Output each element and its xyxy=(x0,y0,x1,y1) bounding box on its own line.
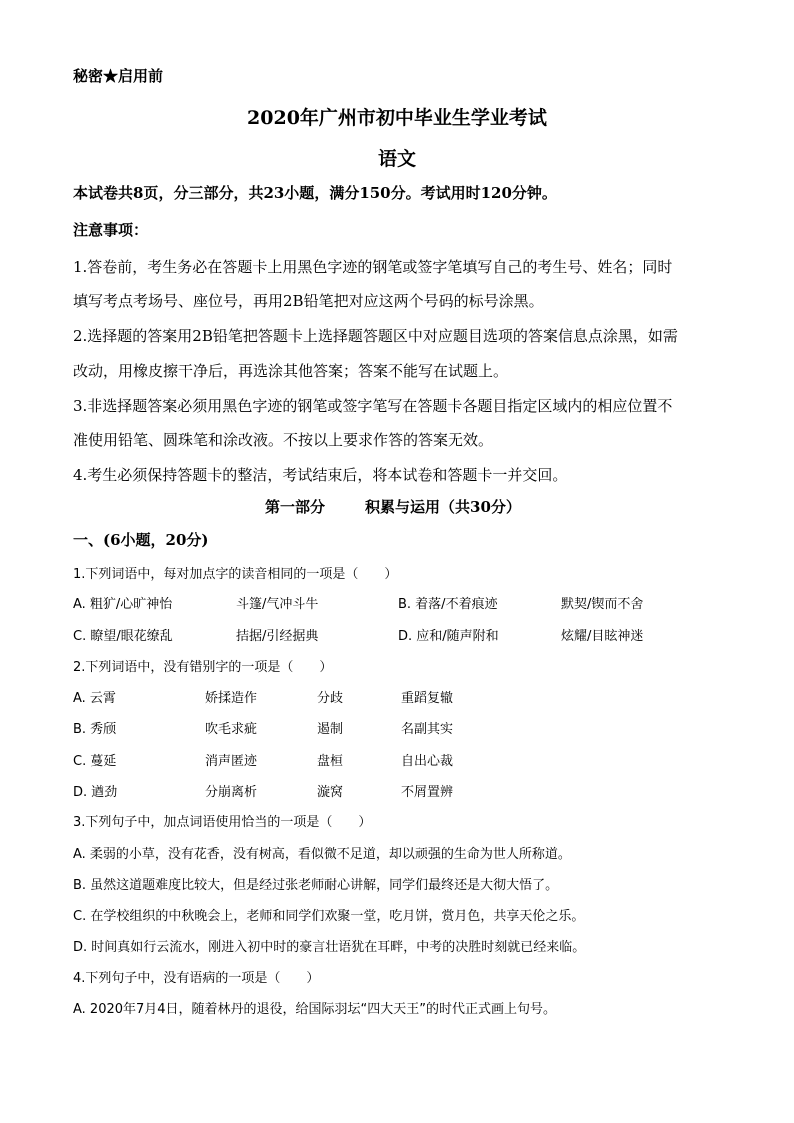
secret-label: 秘密★启用前 xyxy=(73,67,164,85)
notice-title: 注意事项： xyxy=(73,221,149,239)
q2-option-cell: 盘桓 xyxy=(317,754,344,769)
q2-option-cell: 名副其实 xyxy=(401,722,454,737)
question-2-stem: 2.下列词语中，没有错别字的一项是（ ） xyxy=(73,660,333,675)
question-4-stem: 4.下列句子中，没有语病的一项是（ ） xyxy=(73,971,320,986)
exam-title: 2020年广州市初中毕业生学业考试 xyxy=(247,107,547,129)
q2-option-cell: 分歧 xyxy=(317,691,344,706)
q2-option-cell: C. 蔓延 xyxy=(73,754,117,769)
notice-line: 1.答卷前，考生务必在答题卡上用黑色字迹的钢笔或签字笔填写自己的考生号、姓名；同时 xyxy=(73,258,673,276)
q1-option: D. 应和/随声附和 xyxy=(398,629,499,644)
q3-option: D. 时间真如行云流水，刚进入初中时的豪言壮语犹在耳畔，中考的决胜时刻就已经来临。 xyxy=(73,940,586,955)
q3-option: B. 虽然这道题难度比较大，但是经过张老师耐心讲解，同学们最终还是大彻大悟了。 xyxy=(73,878,559,893)
q1-option: 默契/锲而不舍 xyxy=(561,597,644,612)
question-3-stem: 3.下列句子中，加点词语使用恰当的一项是（ ） xyxy=(73,815,372,830)
q2-option-cell: D. 遒劲 xyxy=(73,785,118,800)
notice-line: 填写考点考场号、座位号，再用2B铅笔把对应这两个号码的标号涂黑。 xyxy=(73,292,544,310)
q1-option: 炫耀/目眩神迷 xyxy=(561,629,644,644)
q1-option: 斗篷/气冲斗牛 xyxy=(236,597,319,612)
subject-title: 语文 xyxy=(377,148,416,170)
part1-title-left: 第一部分 xyxy=(265,498,326,516)
q1-option: C. 瞭望/眼花缭乱 xyxy=(73,629,173,644)
q1-option: 拮据/引经据典 xyxy=(236,629,319,644)
question-1-stem: 1.下列词语中，每对加点字的读音相同的一项是（ ） xyxy=(73,567,398,582)
q2-option-cell: 娇揉造作 xyxy=(205,691,258,706)
q1-option: A. 粗犷/心旷神怡 xyxy=(73,597,173,612)
q3-option: C. 在学校组织的中秋晚会上，老师和同学们欢聚一堂，吃月饼，赏月色，共享天伦之乐。 xyxy=(73,909,585,924)
notice-line: 2.选择题的答案用2B铅笔把答题卡上选择题答题区中对应题目选项的答案信息点涂黑，如需 xyxy=(73,327,678,345)
q4-option: A. 2020年7月4日，随着林丹的退役，给国际羽坛“四大天王”的时代正式画上句号。 xyxy=(73,1002,557,1017)
section-heading: 一、(6小题，20分) xyxy=(73,531,209,549)
q2-option-cell: 重蹈复辙 xyxy=(401,691,454,706)
q1-option: B. 着落/不着痕迹 xyxy=(398,597,498,612)
notice-line: 改动，用橡皮擦干净后，再选涂其他答案；答案不能写在试题上。 xyxy=(73,362,509,380)
q2-option-cell: 自出心裁 xyxy=(401,754,454,769)
notice-line: 4.考生必须保持答题卡的整洁，考试结束后，将本试卷和答题卡一并交回。 xyxy=(73,466,568,484)
q2-option-cell: 漩窝 xyxy=(317,785,344,800)
q3-option: A. 柔弱的小草，没有花香，没有树高，看似微不足道，却以顽强的生命为世人所称道。 xyxy=(73,847,571,862)
q2-option-cell: 吹毛求疵 xyxy=(205,722,258,737)
notice-line: 3.非选择题答案必须用黑色字迹的钢笔或签字笔写在答题卡各题目指定区域内的相应位置不 xyxy=(73,397,673,415)
notice-line: 准使用铅笔、圆珠笔和涂改液。不按以上要求作答的答案无效。 xyxy=(73,431,494,449)
q2-option-cell: B. 秀颀 xyxy=(73,722,117,737)
part1-title xyxy=(265,496,521,517)
q2-option-cell: 遏制 xyxy=(317,722,344,737)
exam-intro: 本试卷共8页，分三部分，共23小题，满分150分。考试用时120分钟。 xyxy=(73,184,557,202)
q2-option-cell: A. 云霄 xyxy=(73,691,116,706)
part1-title-right: 积累与运用（共30分） xyxy=(365,498,521,516)
q2-option-cell: 分崩离析 xyxy=(205,785,258,800)
q2-option-cell: 消声匿迹 xyxy=(205,754,258,769)
q2-option-cell: 不屑置辨 xyxy=(401,785,454,800)
